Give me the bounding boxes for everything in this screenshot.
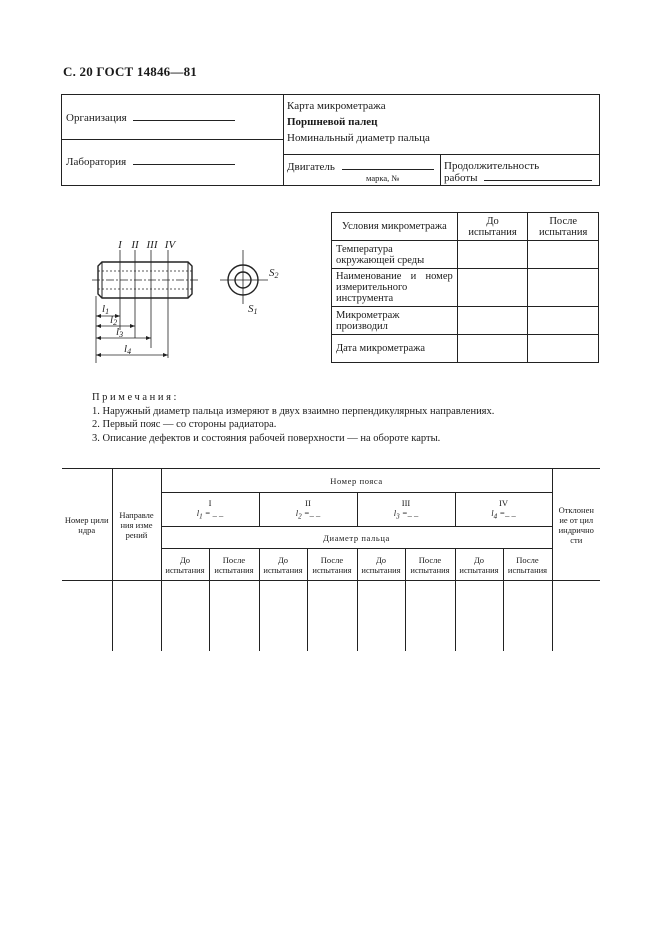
- condition-temperature: Температура окружающей среды: [332, 241, 458, 269]
- after-test-header: После испытания: [209, 549, 259, 581]
- info-block: [61, 94, 600, 186]
- notes-title: Примечания:: [92, 392, 180, 403]
- note-item: 1. Наружный диаметр пальца измеряют в двух взаимно перпендикулярных направлениях.: [92, 405, 495, 417]
- engine-label: Двигатель: [287, 161, 335, 173]
- cell-after[interactable]: [528, 335, 599, 363]
- data-cell[interactable]: [357, 581, 405, 651]
- part-name: Поршневой палец: [287, 116, 378, 128]
- cell-before[interactable]: [457, 241, 528, 269]
- data-cell[interactable]: [503, 581, 552, 651]
- belt-header-1: I $l_1$ = _ _: [161, 493, 259, 527]
- duration-label-2: работы: [444, 172, 478, 184]
- s1-label: S1: [248, 303, 258, 316]
- conditions-header: Условия микрометража: [332, 213, 458, 241]
- data-cell[interactable]: [552, 581, 600, 651]
- data-cell[interactable]: [307, 581, 357, 651]
- data-cell[interactable]: [161, 581, 209, 651]
- conditions-table: [331, 212, 599, 363]
- before-test-header: До испытания: [259, 549, 307, 581]
- duration-label-1: Продолжительность: [444, 160, 540, 172]
- cell-before[interactable]: [457, 307, 528, 335]
- direction-header: Направления измерений: [112, 469, 161, 581]
- dim-label-3: l3: [116, 326, 124, 339]
- belt-label-3: III: [146, 239, 158, 251]
- belt-label-2: II: [131, 239, 139, 251]
- page-header: С. 20 ГОСТ 14846—81: [63, 64, 197, 79]
- before-header: До испытания: [457, 213, 528, 241]
- belt-header-2: II $l_2$ =_ _: [259, 493, 357, 527]
- data-cell[interactable]: [112, 581, 161, 651]
- laboratory-field[interactable]: [66, 156, 235, 168]
- data-cell[interactable]: [455, 581, 503, 651]
- condition-instrument: Наименование и номер измерительного инструмента: [332, 269, 458, 307]
- condition-date: Дата микрометража: [332, 335, 458, 363]
- laboratory-label: Лаборатория: [66, 156, 127, 168]
- dim-label-4: l4: [124, 343, 132, 356]
- after-header: После испытания: [528, 213, 599, 241]
- engine-caption: марка, №: [366, 173, 400, 183]
- cylinder-number-header: Номер цилиндра: [62, 469, 112, 581]
- after-test-header: После испытания: [405, 549, 455, 581]
- belt-label-4: IV: [164, 239, 176, 251]
- card-title: Карта микрометража: [287, 100, 386, 112]
- table-row: [62, 581, 600, 651]
- s2-label: S2: [269, 267, 279, 280]
- belt-number-header: Номер пояса: [161, 469, 552, 493]
- before-test-header: До испытания: [357, 549, 405, 581]
- notes: [92, 391, 494, 445]
- belt-header-3: III $l_3$ =_ _: [357, 493, 455, 527]
- data-cell[interactable]: [405, 581, 455, 651]
- cell-after[interactable]: [528, 269, 599, 307]
- note-item: 2. Первый пояс — со стороны радиатора.: [92, 419, 277, 430]
- cell-after[interactable]: [528, 307, 599, 335]
- data-cell[interactable]: [209, 581, 259, 651]
- organization-field[interactable]: [66, 112, 235, 124]
- cylindricity-deviation-header: Отклонение от цилиндричности: [552, 469, 600, 581]
- diameter-header: Диаметр пальца: [161, 527, 552, 549]
- dim-label-2: l2: [110, 314, 118, 327]
- belt-header-4: IV $l_4$ =_ _: [455, 493, 552, 527]
- note-item: 3. Описание дефектов и состояния рабочей поверхности — на обороте карты.: [92, 432, 441, 444]
- belt-label-1: I: [118, 239, 122, 251]
- before-test-header: До испытания: [455, 549, 503, 581]
- after-test-header: После испытания: [307, 549, 357, 581]
- organization-label: Организация: [66, 112, 127, 124]
- cell-before[interactable]: [457, 335, 528, 363]
- before-test-header: До испытания: [161, 549, 209, 581]
- piston-pin-drawing: [80, 230, 290, 375]
- condition-measured-by: Микрометраж производил: [332, 307, 458, 335]
- cell-before[interactable]: [457, 269, 528, 307]
- cell-after[interactable]: [528, 241, 599, 269]
- after-test-header: После испытания: [503, 549, 552, 581]
- engine-field[interactable]: [287, 161, 434, 173]
- data-cell[interactable]: [62, 581, 112, 651]
- measurement-table: [62, 468, 600, 651]
- nominal-diameter-label: Номинальный диаметр пальца: [287, 132, 430, 144]
- dim-label-1: l1: [102, 303, 110, 316]
- duration-field[interactable]: [444, 172, 592, 184]
- data-cell[interactable]: [259, 581, 307, 651]
